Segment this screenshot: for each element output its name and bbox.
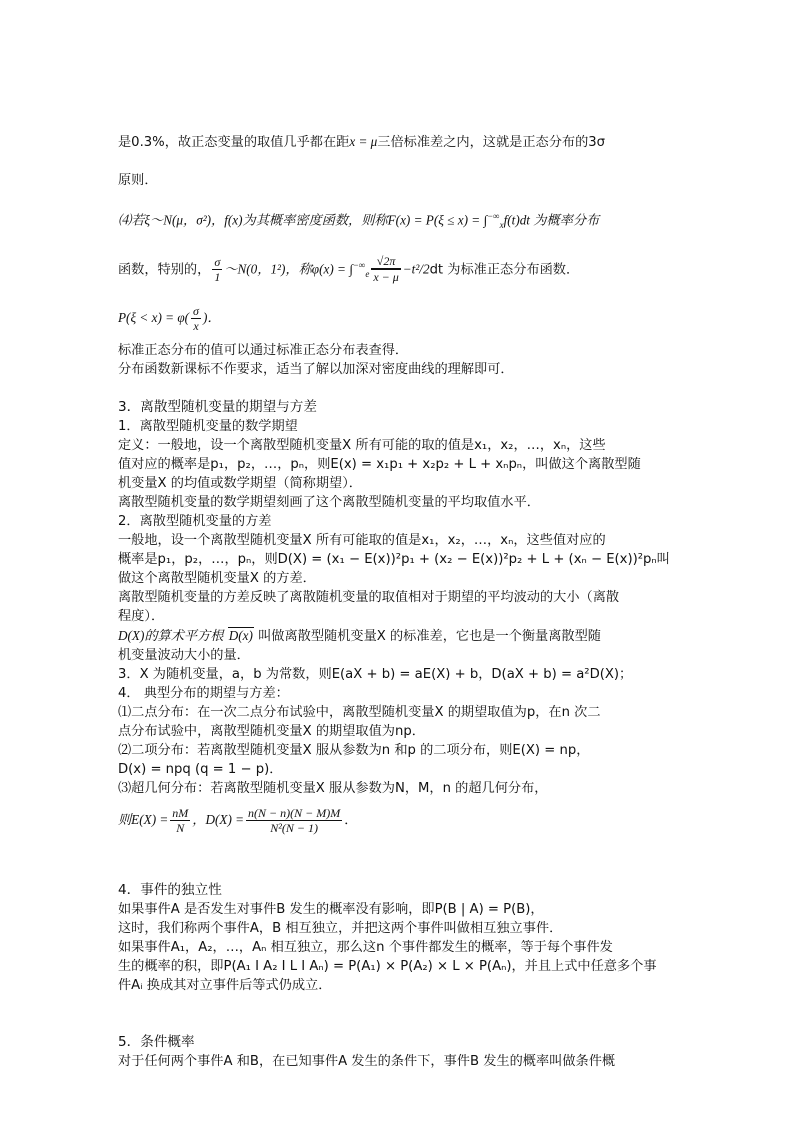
fraction — [212, 255, 222, 284]
fraction-numerator: n(N − n)(N − M)M — [248, 805, 341, 820]
integral-lower: x — [499, 220, 504, 231]
integral-upper: −∞ — [352, 260, 366, 271]
text-line: 3．X 为随机变量，a，b 为常数，则E(aX + b) = aE(X) + b，D(aX + b) = a²D(X)； — [118, 667, 633, 683]
text-line: 分布函数新课标不作要求，适当了解以加深对密度曲线的理解即可． — [118, 362, 514, 378]
text-span: ． — [344, 813, 358, 829]
text-line: 机变量波动大小的量． — [118, 648, 250, 664]
text-line: 定义：一般地，设一个离散型随机变量X 所有可能的取的值是x₁，x₂，…，xₙ，这些 — [118, 438, 606, 454]
math-inline: ⑷若ξ～N(μ，σ²)， — [118, 212, 225, 228]
text-line — [118, 132, 678, 152]
math-inline: f(t)dt 为概率分布 — [503, 212, 600, 228]
fraction — [371, 254, 400, 284]
text-line: 这时，我们称两个事件A，B 相互独立，并把这两个事件叫做相互独立事件． — [118, 921, 563, 937]
text-line: 生的概率的积，即P(A₁ I A₂ I L I Aₙ) = P(A₁) × P(A₂) × L × P(Aₙ)，并且上式中任意多个事 — [118, 959, 657, 975]
text-line: 概率是p₁，p₂，…，pₙ，则D(X) = (x₁ − E(x))²p₁ + (x₂ − E(x))²p₂ + L + (xₙ − E(x))²pₙ叫 — [118, 552, 670, 568]
section-heading: 4．事件的独立性 — [118, 882, 222, 899]
math-inline: ，D(X) = — [192, 812, 245, 828]
text-span: dt 为标准正态分布函数． — [429, 262, 580, 278]
section-heading: 5．条件概率 — [118, 1034, 195, 1051]
text-line: 2．离散型随机变量的方差 — [118, 514, 272, 530]
text-line: 如果事件A 是否发生对事件B 发生的概率没有影响，即P(B | A) = P(B)， — [118, 902, 544, 918]
fraction — [246, 806, 342, 835]
fraction-denominator: x − μ — [373, 270, 399, 285]
fraction-denominator: x — [193, 318, 199, 333]
text-line — [118, 198, 678, 243]
text-line — [118, 296, 678, 341]
text-line: 4． 典型分布的期望与方差： — [118, 686, 289, 702]
integral-upper: −∞ — [487, 211, 500, 221]
integral-lower: e — [365, 269, 370, 280]
math-inline: x = μ — [349, 134, 378, 149]
document-page — [118, 132, 678, 1071]
text-line: 离散型随机变量的方差反映了离散随机变量的取值相对于期望的平均波动的大小（离散 — [118, 590, 620, 606]
text-line: 一般地，设一个离散型随机变量X 所有可能取的值是x₁，x₂，…，xₙ，这些值对应的 — [118, 533, 606, 549]
sqrt-expression: D(x) — [228, 628, 253, 644]
math-inline: )． — [202, 310, 221, 326]
text-span: 函数，特别的， — [118, 262, 211, 278]
text-line — [118, 798, 678, 843]
text-line: D(x) = npq (q = 1 − p)． — [118, 762, 283, 778]
math-inline: F(x) = P(ξ ≤ x) = ∫ — [387, 212, 488, 228]
math-inline: ～N(0，1²)，称φ(x) = ∫ — [224, 261, 353, 277]
exp-base: −t²/2 — [402, 261, 430, 277]
fraction-denominator: N²(N − 1) — [270, 820, 318, 835]
text-line: ⑶超几何分布：若离散型随机变量X 服从参数为N，M，n 的超几何分布， — [118, 781, 548, 797]
text-line: 做这个离散型随机变量X 的方差． — [118, 571, 316, 587]
section-heading: 3．离散型随机变量的期望与方差 — [118, 399, 317, 416]
text-line: 标准正态分布的值可以通过标准正态分布表查得． — [118, 343, 409, 359]
fraction-numerator: √2π — [371, 254, 400, 269]
text-line: 程度）． — [118, 609, 165, 625]
text-line — [118, 626, 678, 646]
text-line: ⑴二点分布：在一次二点分布试验中，离散型随机变量X 的期望取值为p，在n 次二 — [118, 705, 601, 721]
fraction-numerator: σ — [212, 255, 222, 270]
fraction-numerator: nM — [172, 805, 189, 820]
text-line: 点分布试验中，离散型随机变量X 的期望取值为np． — [118, 724, 425, 740]
text-line: 离散型随机变量的数学期望刻画了这个离散型随机变量的平均取值水平． — [118, 495, 540, 511]
text-span: 是0.3%，故正态变量的取值几乎都在距 — [118, 135, 350, 150]
text-line: 件Aᵢ 换成其对立事件后等式仍成立． — [118, 978, 332, 994]
math-inline: 则E(X) = — [118, 812, 169, 828]
text-span: 三倍标准差之内，这就是正态分布的3σ — [377, 135, 606, 150]
fraction — [170, 806, 190, 835]
math-inline: D(X)的算术平方根 — [118, 628, 224, 644]
math-inline: f(x)为其概率密度函数，则称 — [224, 212, 388, 228]
math-inline: P(ξ < x) = φ( — [118, 310, 190, 326]
fraction-denominator: 1 — [214, 269, 221, 284]
fraction-denominator: N — [176, 820, 185, 835]
text-line: 原则． — [118, 173, 158, 188]
text-line: 1．离散型随机变量的数学期望 — [118, 419, 298, 435]
text-line — [118, 243, 678, 296]
text-line: 对于任何两个事件A 和B，在已知事件A 发生的条件下，事件B 发生的概率叫做条件概 — [118, 1054, 616, 1070]
text-line: 值对应的概率是p₁，p₂，…，pₙ，则E(x) = x₁p₁ + x₂p₂ + L + xₙpₙ，叫做这个离散型随 — [118, 457, 641, 473]
fraction — [191, 304, 201, 333]
text-line: 如果事件A₁，A₂，…，Aₙ 相互独立，那么这n 个事件都发生的概率，等于每个事件发 — [118, 940, 613, 956]
text-span: 叫做离散型随机变量X 的标准差，它也是一个衡量离散型随 — [258, 629, 601, 645]
text-line: 机变量X 的均值或数学期望（简称期望）． — [118, 476, 362, 492]
fraction-numerator: σ — [193, 303, 199, 318]
text-line: ⑵二项分布：若离散型随机变量X 服从参数为n 和p 的二项分布，则E(X) = np， — [118, 743, 590, 759]
